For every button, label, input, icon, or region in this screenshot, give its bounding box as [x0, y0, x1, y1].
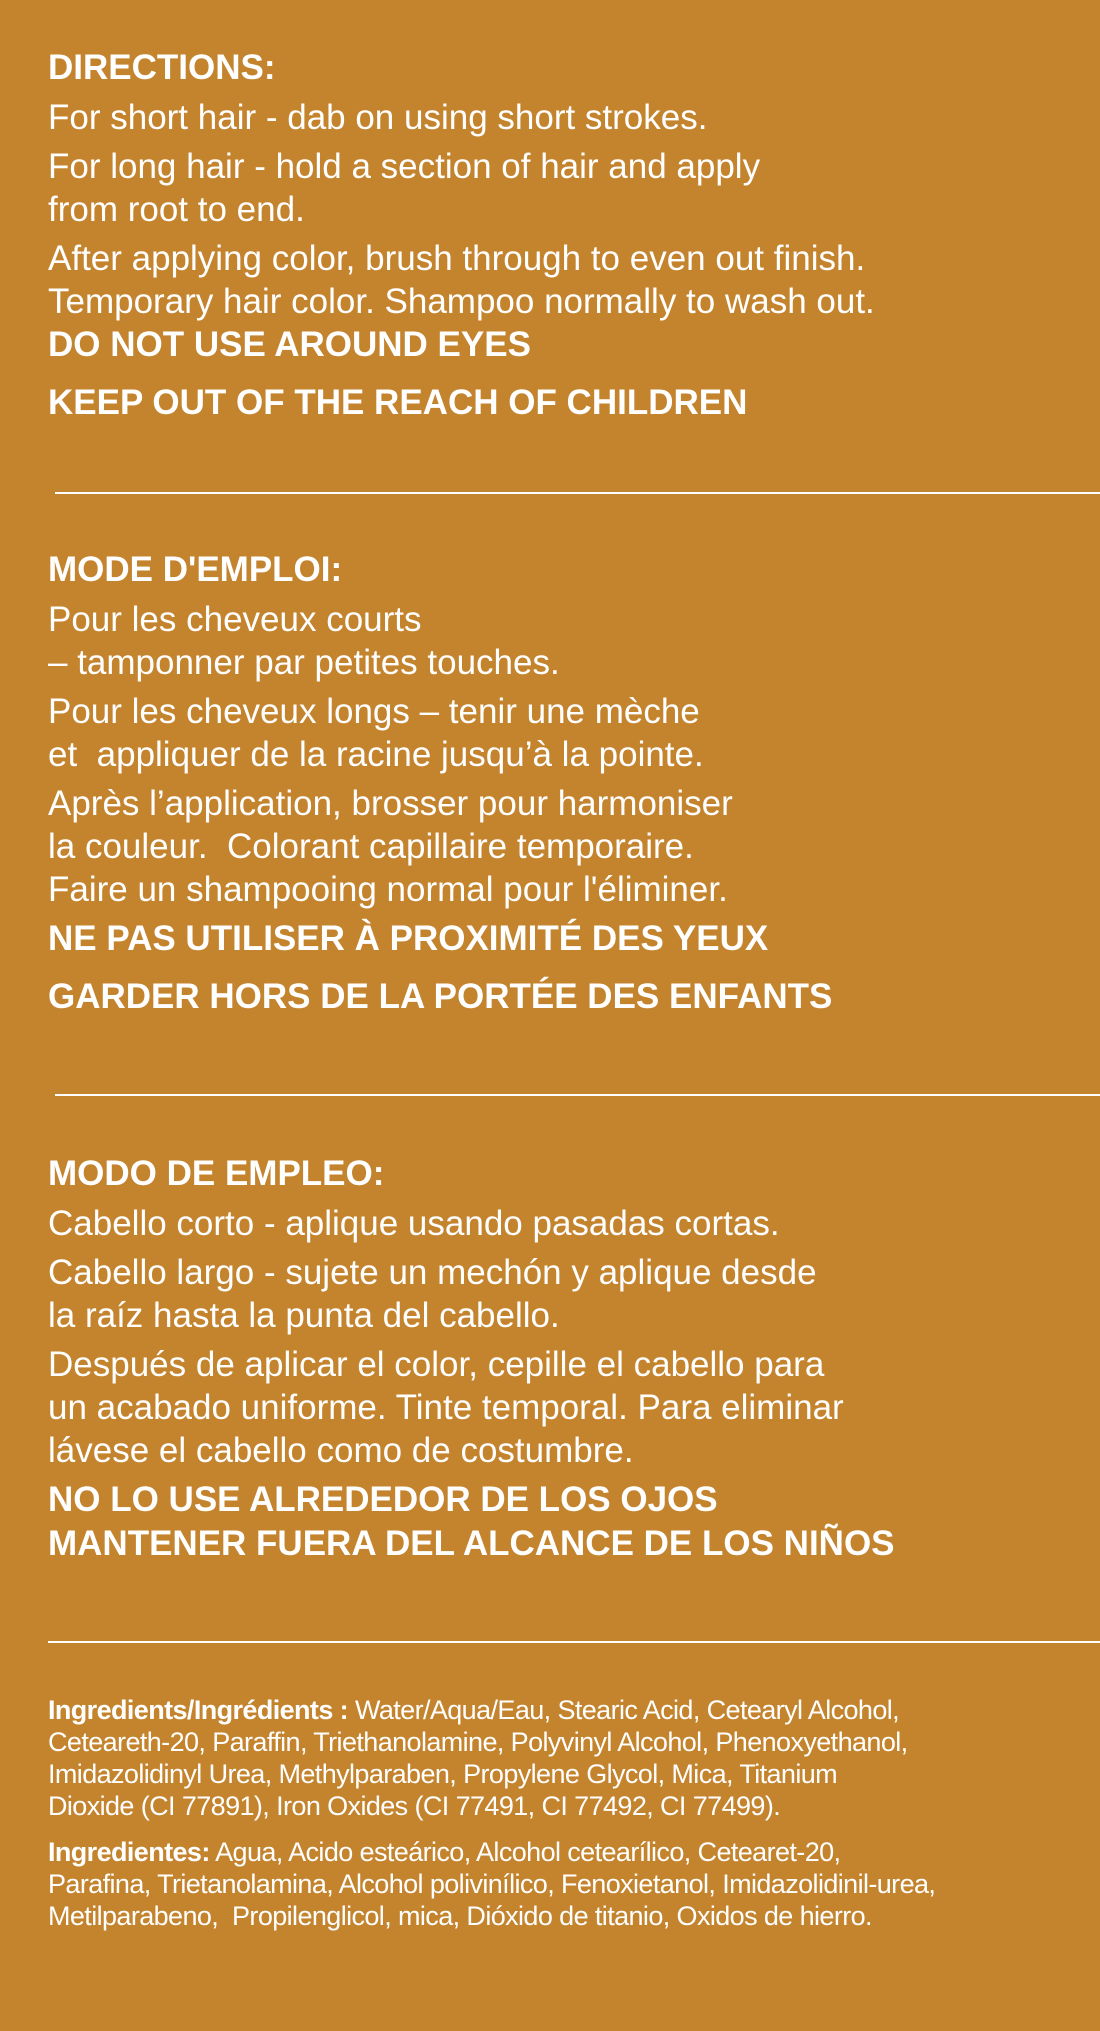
french-paragraph: Pour les cheveux courts – tamponner par petites touches.	[48, 600, 560, 682]
spanish-paragraph: Cabello corto - aplique usando pasadas cortas.	[48, 1204, 780, 1243]
french-directions	[48, 548, 1078, 1019]
english-paragraph: For long hair - hold a section of hair and apply from root to end.	[48, 147, 761, 229]
spanish-warning: NO LO USE ALREDEDOR DE LOS OJOS	[48, 1480, 718, 1519]
french-paragraph: Après l’application, brosser pour harmoniser la couleur. Colorant capillaire temporaire. Faire un shampooing normal pour l'éliminer.	[48, 784, 733, 909]
spanish-warning: MANTENER FUERA DEL ALCANCE DE LOS NIÑOS	[48, 1524, 895, 1563]
ingredients-en-fr-label: Ingredients/Ingrédients :	[48, 1695, 349, 1725]
ingredients-en-fr-text: Water/Aqua/Eau, Stearic Acid, Cetearyl Alcohol, Ceteareth-20, Paraffin, Triethanolamine, Polyvinyl Alcohol, Phenoxyethanol, Imidazolidinyl Urea, Methylparaben, Propylene Glycol, Mica, Titanium Dioxide (CI 77891), Iron Oxides (CI 77491, CI 77492, CI 77499).	[48, 1695, 908, 1821]
english-paragraph: For short hair - dab on using short strokes.	[48, 98, 708, 137]
spanish-paragraph: Cabello largo - sujete un mechón y aplique desde la raíz hasta la punta del cabello.	[48, 1253, 817, 1335]
english-directions	[48, 46, 1078, 425]
ingredients-es-label: Ingredientes:	[48, 1837, 210, 1867]
french-warning: GARDER HORS DE LA PORTÉE DES ENFANTS	[48, 977, 833, 1016]
ingredients-en-fr	[48, 1694, 1078, 1822]
french-heading: MODE D'EMPLOI:	[48, 550, 343, 589]
french-paragraph: Pour les cheveux longs – tenir une mèche et appliquer de la racine jusqu’à la pointe.	[48, 692, 704, 774]
english-warning: DO NOT USE AROUND EYES	[48, 325, 531, 364]
spanish-directions	[48, 1152, 1078, 1566]
ingredients-es	[48, 1836, 1078, 1932]
section-divider	[48, 1641, 1100, 1643]
ingredients-es-text: Agua, Acido esteárico, Alcohol cetearílico, Cetearet-20, Parafina, Trietanolamina, Alcohol polivinílico, Fenoxietanol, Imidazolidinil-urea, Metilparabeno, Propilenglicol, mica, Dióxido de titanio, Oxidos de hierro.	[48, 1837, 936, 1931]
english-warning: KEEP OUT OF THE REACH OF CHILDREN	[48, 383, 748, 422]
french-warning: NE PAS UTILISER À PROXIMITÉ DES YEUX	[48, 919, 769, 958]
spanish-paragraph: Después de aplicar el color, cepille el cabello para un acabado uniforme. Tinte temporal. Para eliminar lávese el cabello como de costumbre.	[48, 1345, 844, 1470]
english-paragraph: After applying color, brush through to even out finish. Temporary hair color. Shampoo normally to wash out.	[48, 239, 875, 321]
section-divider	[55, 492, 1100, 494]
section-divider	[55, 1094, 1100, 1096]
english-heading: DIRECTIONS:	[48, 48, 276, 87]
spanish-heading: MODO DE EMPLEO:	[48, 1154, 385, 1193]
ingredients-section	[48, 1694, 1078, 1946]
